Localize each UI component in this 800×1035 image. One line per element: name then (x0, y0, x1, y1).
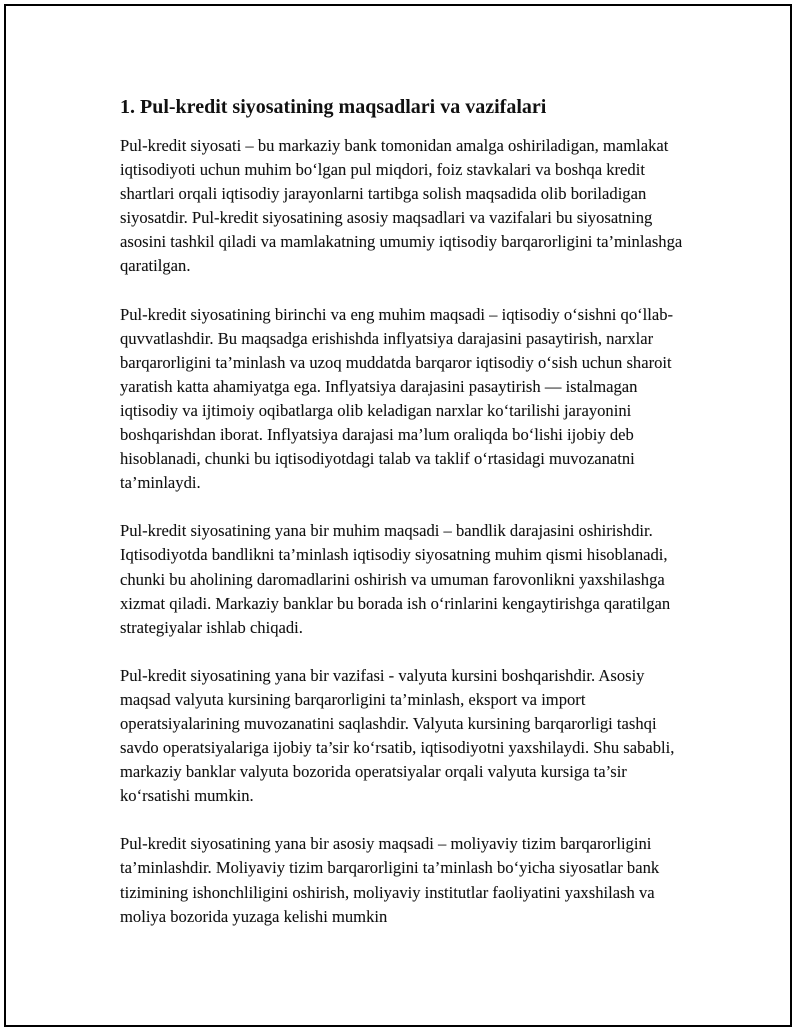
paragraph-1: Pul-kredit siyosati – bu markaziy bank tomonidan amalga oshiriladigan, mamlakat iqtisodiyoti uchun muhim bo‘lgan pul miqdori, foiz stavkalari va boshqa kredit shartlari orqali iqtisodiy jarayonlarni tartibga solish maqsadida olib boriladigan siyosatdir. Pul-kredit siyosatining asosiy maqsadlari va vazifalari bu siyosatning asosini tashkil qiladi va mamlakatning umumiy iqtisodiy barqarorligini ta’minlashga qaratilgan. (120, 136, 683, 276)
document-page (4, 4, 792, 1027)
paragraph-5: Pul-kredit siyosatining yana bir asosiy maqsadi – moliyaviy tizim barqarorligini ta’minlashdir. Moliyaviy tizim barqarorligini ta’minlash bo‘yicha siyosatlar bank tizimining ishonchliligini oshirish, moliyaviy institutlar faoliyatini yaxshilash va moliya bozorida yuzaga kelishi mumkin (120, 834, 660, 926)
paragraph-2: Pul-kredit siyosatining birinchi va eng muhim maqsadi – iqtisodiy o‘sishni qo‘llab-quvvatlashdir. Bu maqsadga erishishda inflyatsiya darajasini pasaytirish, narxlar barqarorligini ta’minlash va uzoq muddatda barqaror iqtisodiy o‘sish uchun sharoit yaratish katta ahamiyatga ega. Inflyatsiya darajasini pasaytirish — istalmagan iqtisodiy va ijtimoiy oqibatlarga olib keladigan narxlar ko‘tarilishi jarayonini boshqarishdan iborat. Inflyatsiya darajasi ma’lum oraliqda bo‘lishi ijobiy deb hisoblanadi, chunki bu iqtisodiyotdagi talab va taklif o‘rtasidagi muvozanatni ta’minlaydi. (120, 304, 674, 493)
paragraph-3: Pul-kredit siyosatining yana bir muhim maqsadi – bandlik darajasini oshirishdir. Iqtisodiyotda bandlikni ta’minlash iqtisodiy siyosatning muhim qismi hisoblanadi, chunki bu aholining daromadlarini oshirish va umuman farovonlikni yaxshilashga xizmat qiladi. Markaziy banklar bu borada ish o‘rinlarini kengaytirishga qaratilgan strategiyalar ishlab chiqadi. (120, 521, 671, 637)
document-body (120, 94, 690, 953)
paragraph-4: Pul-kredit siyosatining yana bir vazifasi - valyuta kursini boshqarishdir. Asosiy maqsad valyuta kursining barqarorligini ta’minlash, eksport va import operatsiyalarining muvozanatini saqlashdir. Valyuta kursining barqarorligi tashqi savdo operatsiyalariga ijobiy ta’sir ko‘rsatib, iqtisodiyotni yaxshilaydi. Shu sababli, markaziy banklar valyuta bozorida operatsiyalar orqali valyuta kursiga ta’sir ko‘rsatishi mumkin. (120, 665, 675, 806)
section-heading: 1. Pul-kredit siyosatining maqsadlari va vazifalari (120, 96, 547, 118)
